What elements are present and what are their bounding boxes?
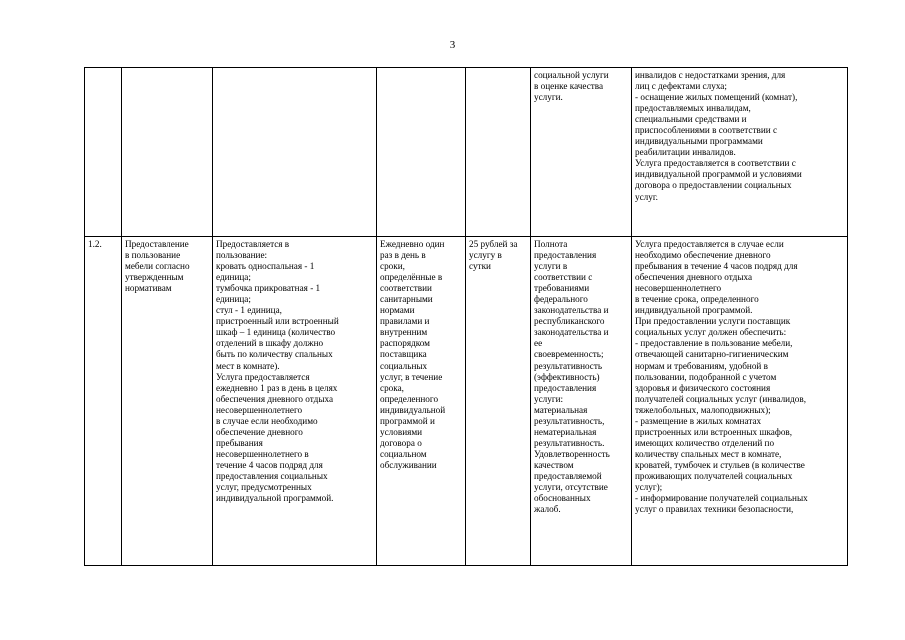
cell-text-line: обеспечения дневного отдыха xyxy=(635,272,753,283)
cell-text-line: результативность. xyxy=(534,437,605,448)
cell-text-line: количеству спальных мест в комнате, xyxy=(635,448,782,459)
cell-text-line: единица; xyxy=(216,272,251,283)
cell-text-line: утвержденным xyxy=(125,272,184,283)
cell-text-line: - размещение в жилых комнатах xyxy=(635,415,762,426)
cell-text-line: имеющих количество отделений по xyxy=(635,437,775,448)
cell-text-line: услуг, в течение xyxy=(380,371,443,382)
table-row xyxy=(85,68,848,237)
cell-text-line: лиц с дефектами слуха; xyxy=(635,81,727,92)
cell-text-line: необходимо обеспечение дневного xyxy=(635,250,771,261)
cell-text-line: 25 рублей за xyxy=(469,239,518,249)
cell-number xyxy=(85,237,122,566)
cell-text-line: При предоставлении услуги поставщик xyxy=(635,316,791,327)
cell-text-line: в оценке качества xyxy=(534,81,604,92)
cell-text-line: нормативам xyxy=(125,283,172,294)
cell-text-line: в течение срока, определенного xyxy=(635,294,759,305)
cell-text-line: услуг о правилах техники безопасности, xyxy=(635,504,794,515)
cell-text-line: условиями xyxy=(380,426,423,437)
cell-text-line: ежедневно 1 раз в день в целях xyxy=(216,382,338,393)
cell-text-line: программой и xyxy=(380,415,435,426)
cell-text-line: раз в день в xyxy=(380,250,426,261)
cell-text-line: пребывания xyxy=(216,437,263,448)
cell-text-line: договора о предоставлении социальных xyxy=(635,180,792,191)
cell-text-line: результативность xyxy=(534,360,603,371)
cell-text-line: срока, xyxy=(380,382,404,393)
cell-service-name xyxy=(122,237,213,566)
cell-text-line: кроватей, тумбочек и стульев (в количестве xyxy=(635,459,805,470)
cell-text-line: внутренним xyxy=(380,327,428,338)
cell-text-line: своевременность; xyxy=(534,349,604,360)
cell-text-line: обслуживании xyxy=(380,459,437,470)
cell-text-line: услуги. xyxy=(534,92,563,103)
cell-text-line: 1.2. xyxy=(88,239,102,249)
cell-quality xyxy=(531,237,632,566)
cell-text-line: несовершеннолетнего в xyxy=(216,448,309,459)
cell-text-line: услугу в xyxy=(469,250,502,261)
cell-text-line: федерального xyxy=(534,294,588,305)
cell-text-line: социальных услуг должен обеспечить: xyxy=(635,327,787,338)
cell-text-line: соответствии xyxy=(380,283,432,294)
cell-text-line: социальной услуги xyxy=(534,70,609,80)
cell-text-line: обоснованных xyxy=(534,493,591,504)
cell-text-line: - информирование получателей социальных xyxy=(635,493,808,504)
page-number: 3 xyxy=(449,39,456,51)
cell-text-line: индивидуальной xyxy=(380,404,446,415)
cell-text-line: реабилитации инвалидов. xyxy=(635,147,736,158)
cell-text-line: нормам и требованиям, удобной в xyxy=(635,360,768,371)
cell-cost xyxy=(466,237,531,566)
cell-text-line: социальных xyxy=(380,360,428,371)
cell-text-line: материальная xyxy=(534,404,588,415)
cell-cost xyxy=(466,68,531,237)
cell-text-line: услуг. xyxy=(635,191,658,202)
cell-text-line: - предоставление в пользование мебели, xyxy=(635,338,793,349)
cell-text-line: услуги, отсутствие xyxy=(534,482,608,493)
cell-text-line: услуг); xyxy=(635,482,663,493)
cell-text-line: услуги: xyxy=(534,393,564,404)
cell-text-line: услуг, предусмотренных xyxy=(216,482,312,493)
cell-conditions xyxy=(632,68,848,237)
cell-text-line: республиканского xyxy=(534,316,605,327)
cell-text-line: специальными средствами и xyxy=(635,114,747,125)
cell-text-line: обеспечение дневного xyxy=(216,426,303,437)
cell-text-line: индивидуальной программой и условиями xyxy=(635,169,802,180)
cell-text-line: правилами и xyxy=(380,316,430,327)
cell-text-line: ее xyxy=(534,338,543,349)
cell-text-line: несовершеннолетнего xyxy=(635,283,722,294)
cell-text-line: Услуга предоставляется xyxy=(216,371,310,382)
cell-text-line: сроки, xyxy=(380,261,405,272)
cell-text-line: инвалидов с недостатками зрения, для xyxy=(635,70,786,80)
cell-text-line: предоставляемой xyxy=(534,470,602,481)
cell-text-line: Ежедневно один xyxy=(380,239,445,249)
cell-text-line: пристроенный или встроенный xyxy=(216,316,339,327)
table-row xyxy=(85,237,848,566)
cell-text-line: обеспечения дневного отдыха xyxy=(216,393,334,404)
cell-text-line: нормами xyxy=(380,305,415,316)
cell-text-line: определённые в xyxy=(380,272,443,283)
cell-text-line: отделений в шкафу должно xyxy=(216,338,324,349)
cell-timing xyxy=(377,237,466,566)
cell-text-line: сутки xyxy=(469,261,491,272)
cell-text-line: несовершеннолетнего xyxy=(216,404,303,415)
cell-text-line: тяжелобольных, малоподвижных); xyxy=(635,404,771,415)
services-table xyxy=(84,67,848,566)
cell-text-line: в пользование xyxy=(125,250,181,261)
cell-text-line: требованиями xyxy=(534,283,590,294)
cell-text-line: результативность, xyxy=(534,415,605,426)
cell-text-line: качеством xyxy=(534,459,574,470)
cell-text-line: услуги в xyxy=(534,261,568,272)
cell-text-line: получателей социальных услуг (инвалидов, xyxy=(635,393,807,404)
cell-text-line: жалоб. xyxy=(534,504,561,515)
cell-text-line: Предоставляется в xyxy=(216,239,290,249)
cell-text-line: предоставления социальных xyxy=(216,470,328,481)
cell-text-line: законодательства и xyxy=(534,305,609,316)
cell-text-line: санитарными xyxy=(380,294,433,305)
cell-text-line: индивидуальной программой. xyxy=(635,305,753,316)
cell-text-line: - оснащение жилых помещений (комнат), xyxy=(635,92,798,103)
cell-text-line: проживающих получателей социальных xyxy=(635,470,793,481)
cell-text-line: пользовании, подобранной с учетом xyxy=(635,371,777,382)
cell-text-line: предоставляемых инвалидам, xyxy=(635,103,751,114)
cell-text-line: Удовлетворенность xyxy=(534,448,610,459)
cell-text-line: течение 4 часов подряд для xyxy=(216,459,323,470)
cell-text-line: тумбочка прикроватная - 1 xyxy=(216,283,321,294)
cell-text-line: шкаф – 1 единица (количество xyxy=(216,327,336,338)
cell-text-line: Услуга предоставляется в соответствии с xyxy=(635,158,796,169)
cell-description xyxy=(213,68,377,237)
cell-text-line: определенного xyxy=(380,393,439,404)
cell-text-line: мебели согласно xyxy=(125,261,190,272)
cell-text-line: социальном xyxy=(380,448,427,459)
cell-text-line: Полнота xyxy=(534,239,568,249)
cell-text-line: предоставления xyxy=(534,382,597,393)
cell-text-line: пользование: xyxy=(216,250,268,261)
cell-text-line: поставщика xyxy=(380,349,427,360)
cell-text-line: отвечающей санитарно-гигиеническим xyxy=(635,349,789,360)
cell-text-line: в случае если необходимо xyxy=(216,415,318,426)
cell-description xyxy=(213,237,377,566)
cell-text-line: стул - 1 единица, xyxy=(216,305,282,316)
cell-service-name xyxy=(122,68,213,237)
cell-conditions xyxy=(632,237,848,566)
cell-quality xyxy=(531,68,632,237)
cell-text-line: быть по количеству спальных xyxy=(216,349,333,360)
cell-text-line: единица; xyxy=(216,294,251,305)
cell-text-line: мест в комнате). xyxy=(216,360,280,371)
cell-number xyxy=(85,68,122,237)
cell-text-line: законодательства и xyxy=(534,327,609,338)
cell-text-line: нематериальная xyxy=(534,426,597,437)
cell-text-line: (эффективность) xyxy=(534,371,600,382)
cell-text-line: распорядком xyxy=(380,338,430,349)
cell-text-line: Услуга предоставляется в случае если xyxy=(635,239,784,249)
cell-text-line: индивидуальными программами xyxy=(635,136,763,147)
cell-text-line: здоровья и физического состояния xyxy=(635,382,771,393)
cell-text-line: пристроенных или встроенных шкафов, xyxy=(635,426,793,437)
cell-text-line: пребывания в течение 4 часов подряд для xyxy=(635,261,798,272)
cell-text-line: кровать односпальная - 1 xyxy=(216,261,315,272)
cell-text-line: предоставления xyxy=(534,250,597,261)
cell-timing xyxy=(377,68,466,237)
cell-text-line: соответствии с xyxy=(534,272,593,283)
cell-text-line: Предоставление xyxy=(125,239,189,249)
cell-text-line: договора о xyxy=(380,437,422,448)
cell-text-line: индивидуальной программой. xyxy=(216,493,334,504)
cell-text-line: приспособлениями в соответствии с xyxy=(635,125,778,136)
